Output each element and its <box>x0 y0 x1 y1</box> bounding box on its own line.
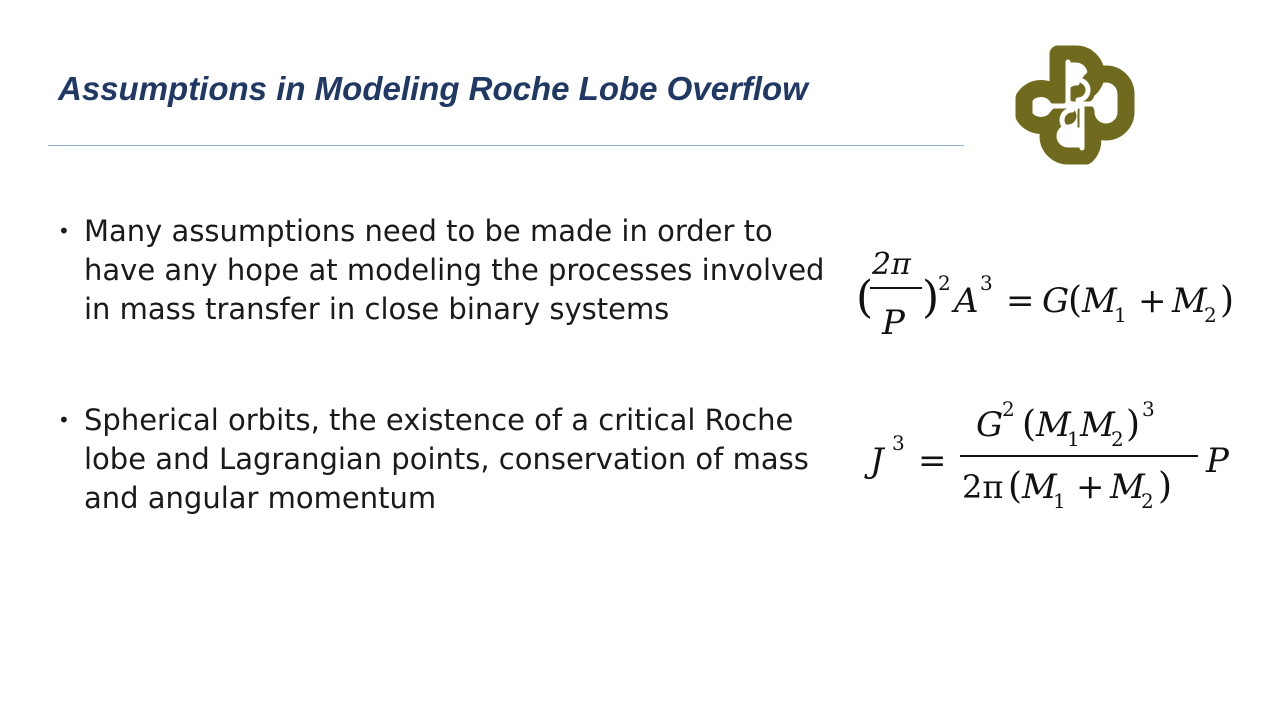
bullet-list <box>58 212 848 518</box>
eq1-close: ) <box>1220 280 1235 321</box>
bullet-text: Many assumptions need to be made in order to have any hope at modeling the processes involved in mass transfer in close binary systems <box>84 214 825 326</box>
title-divider <box>48 145 964 146</box>
bullet-item <box>58 401 848 518</box>
eq1-num: 2π <box>872 247 911 282</box>
eq1-sq: 2 <box>938 271 951 295</box>
bullet-text: Spherical orbits, the existence of a critical Roche lobe and Lagrangian points, conservation of mass and angular momentum <box>84 403 809 515</box>
eq1-lparen: ( <box>856 272 874 323</box>
eq1-A: A <box>954 281 979 321</box>
eq2-J-exp: 3 <box>892 431 905 455</box>
eq1-equals: = <box>1006 281 1035 321</box>
eq1-M1-sub: 1 <box>1114 303 1127 327</box>
eq2-den-open: ( <box>1008 466 1023 507</box>
eq2-num-M2-sub: 2 <box>1111 427 1124 451</box>
eq2-num-exp: 3 <box>1142 397 1155 421</box>
eq1-M1: M <box>1082 281 1117 321</box>
eq1-M2: M <box>1172 281 1207 321</box>
eq2-num-close: ) <box>1126 404 1141 445</box>
eq2-num-open: ( <box>1022 404 1037 445</box>
eq2-den-M1-sub: 1 <box>1053 489 1066 513</box>
eq1-plus: + <box>1138 281 1167 321</box>
eq2-den-M2: M <box>1110 467 1145 507</box>
angular-momentum-equation <box>862 394 1242 516</box>
eq2-num-M1: M <box>1036 405 1071 445</box>
eq1-A-exp: 3 <box>980 271 993 295</box>
eq2-num-G-exp: 2 <box>1002 397 1015 421</box>
eq1-G: G <box>1042 281 1070 321</box>
university-logo-icon <box>1010 40 1140 170</box>
eq2-den-close: ) <box>1158 466 1173 507</box>
eq1-M2-sub: 2 <box>1204 303 1217 327</box>
bullet-item <box>58 212 848 329</box>
eq2-P: P <box>1206 441 1229 481</box>
eq1-den: P <box>882 303 905 343</box>
eq2-den-2pi: 2π <box>962 468 1004 506</box>
slide-title: Assumptions in Modeling Roche Lobe Overflow <box>58 70 808 107</box>
eq2-num-M2: M <box>1080 405 1115 445</box>
eq2-den-M1: M <box>1022 467 1057 507</box>
eq2-num-G: G <box>976 405 1004 445</box>
bullet-marker: • <box>58 408 70 432</box>
eq2-equals: = <box>918 441 947 481</box>
bullet-marker: • <box>58 219 70 243</box>
eq2-den-M2-sub: 2 <box>1141 489 1154 513</box>
eq1-open: ( <box>1068 280 1083 321</box>
eq2-J: J <box>870 441 884 481</box>
eq2-num-M1-sub: 1 <box>1067 427 1080 451</box>
eq1-rparen: ) <box>922 272 940 323</box>
eq2-den-plus: + <box>1076 467 1105 507</box>
kepler-third-law-equation <box>852 238 1272 348</box>
